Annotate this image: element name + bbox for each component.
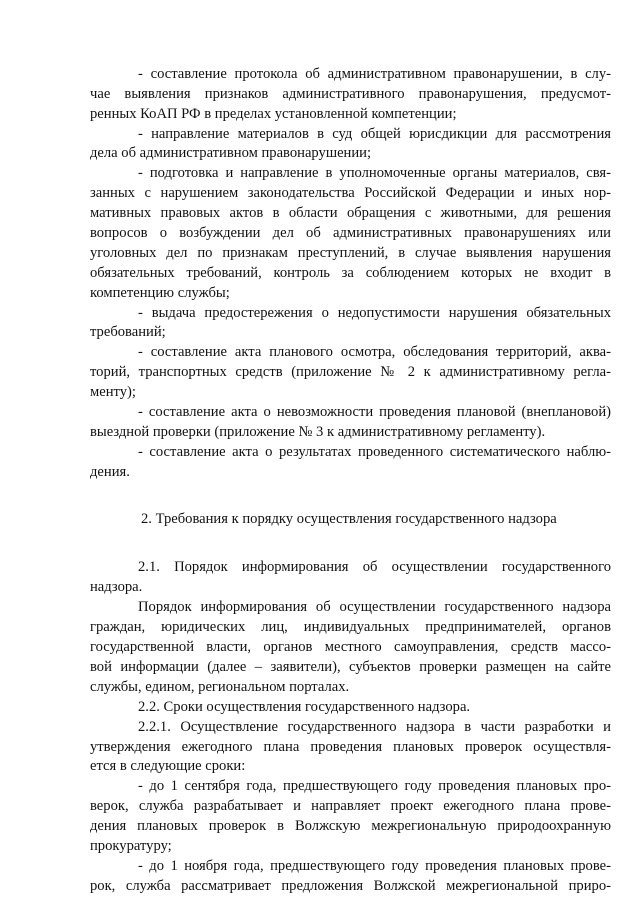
text-line: дения.	[90, 464, 130, 480]
text-line: - составление протокола об административном правонарушении, в слу-	[138, 66, 611, 82]
text-line: - выдача предостережения о недопустимости нарушения обязательных	[138, 305, 611, 321]
text-line: чае выявления признаков административного правонарушения, предусмот-	[90, 86, 611, 102]
text-line: требований;	[90, 324, 166, 340]
text-line: обязательных требований, контроль за соблюдением которых не входит в	[90, 265, 611, 281]
text-line: 2.2.1. Осуществление государственного надзора в части разработки и	[138, 719, 611, 735]
text-line: торий, транспортных средств (приложение № 2 к административному регла-	[90, 364, 611, 380]
section-heading: 2. Требования к порядку осуществления государственного надзора	[141, 511, 557, 527]
text-line: - до 1 ноября года, предшествующего году проведения плановых прове-	[138, 858, 611, 874]
text-line: выездной проверки (приложение № 3 к административному регламенту).	[90, 424, 546, 440]
text-line: менту);	[90, 384, 136, 400]
text-line: - подготовка и направление в уполномоченные органы материалов, свя-	[138, 165, 611, 181]
text-line: рок, служба рассматривает предложения Волжской межрегиональной приро-	[90, 878, 611, 894]
text-line: ренных КоАП РФ в пределах установленной компетенции;	[90, 106, 457, 122]
text-line: занных с нарушением законодательства Российской Федерации и иных нор-	[90, 185, 611, 201]
text-line: уголовных дел по признакам преступлений, в случае выявления нарушения	[90, 245, 611, 261]
text-line: - составление акта о результатах проведенного систематического наблю-	[138, 444, 611, 460]
text-line: вопросов о возбуждении дел об административных правонарушениях или	[90, 225, 611, 241]
text-line: - до 1 сентября года, предшествующего году проведения плановых про-	[138, 778, 611, 794]
text-line: - составление акта о невозможности проведения плановой (внеплановой)	[138, 404, 611, 420]
text-line: мативных правовых актов в области обращения с животными, для решения	[90, 205, 611, 221]
text-line: дения плановых проверок в Волжскую межрегиональную природоохранную	[90, 818, 611, 834]
text-line: надзора.	[90, 579, 143, 595]
text-line: утверждения ежегодного плана проведения плановых проверок осуществля-	[90, 739, 611, 755]
text-line: ется в следующие сроки:	[90, 758, 246, 774]
text-line: государственной власти, органов местного самоуправления, средств массо-	[90, 639, 611, 655]
text-line: прокуратуру;	[90, 838, 172, 854]
text-line: верок, служба разрабатывает и направляет проект ежегодного плана прове-	[90, 798, 611, 814]
text-line: - составление акта планового осмотра, обследования территорий, аква-	[138, 344, 611, 360]
subsection-heading: 2.2. Сроки осуществления государственного надзора.	[138, 699, 471, 715]
text-line: граждан, юридических лиц, индивидуальных предпринимателей, органов	[90, 619, 611, 635]
text-line: вой информации (далее – заявители), субъектов проверки размещен на сайте	[90, 659, 611, 675]
text-line: компетенцию службы;	[90, 285, 230, 301]
text-line: дела об административном правонарушении;	[90, 145, 372, 161]
text-line: - направление материалов в суд общей юрисдикции для рассмотрения	[138, 126, 611, 142]
subsection-heading: 2.1. Порядок информирования об осуществлении государственного	[138, 559, 611, 575]
text-line: Порядок информирования об осуществлении государственного надзора	[138, 599, 611, 615]
text-line: службы, едином, региональном порталах.	[90, 679, 350, 695]
